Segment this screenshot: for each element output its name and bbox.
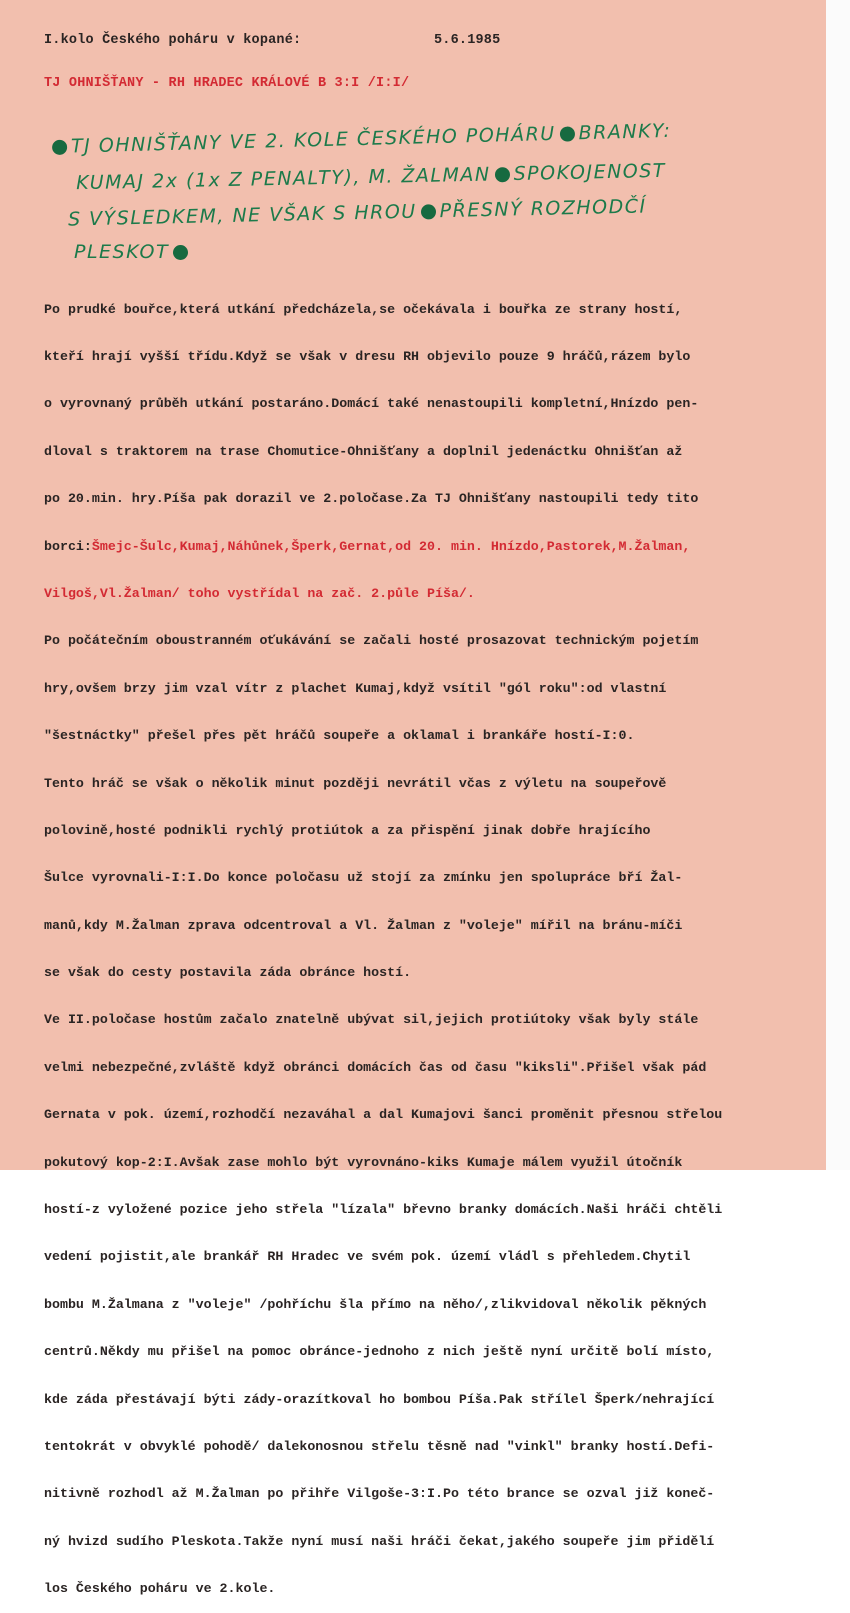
body-line: dloval s traktorem na trase Chomutice-Ohnišťany a doplnil jedenáctku Ohnišťan až: [44, 443, 683, 459]
competition-title: I.kolo Českého poháru v kopané:: [44, 33, 302, 48]
body-line: o vyrovnaný průběh utkání postaráno.Domácí také nenastoupili kompletní,Hnízdo pen-: [44, 396, 699, 412]
handwritten-note-line-4: PLESKOT: [74, 241, 192, 263]
body-line: kde záda přestávají býti zády-orazítkoval ho bombou Píša.Pak střílel Šperk/nehrající: [44, 1391, 715, 1407]
article-body: [44, 270, 814, 1613]
body-line: Gernata v pok. území,rozhodčí nezaváhal a dal Kumajovi šanci proměnit přesnou střelou: [44, 1107, 723, 1123]
match-result: TJ OHNIŠŤANY - RH HRADEC KRÁLOVÉ B 3:I /I:I/: [44, 76, 410, 91]
handwritten-note-line-1: TJ OHNIŠŤANY VE 2. KOLE ČESKÉHO POHÁRU BRANKY:: [48, 120, 672, 158]
body-line: Ve II.poločase hostům začalo znatelně ubývat sil,jejich protiútoky však byly stále: [44, 1012, 699, 1028]
body-line: velmi nebezpečné,zvláště když obránci domácích čas od času "kiksli".Přišel však pád: [44, 1059, 707, 1075]
bullet-dot-icon: [559, 126, 574, 141]
bullet-dot-icon: [494, 167, 509, 182]
match-date: 5.6.1985: [434, 33, 501, 48]
body-line: vedení pojistit,ale brankář RH Hradec ve svém pok. území vládl s přehledem.Chytil: [44, 1249, 691, 1265]
body-line: Po prudké bouřce,která utkání předcházela,se očekávala i bouřka ze strany hostí,: [44, 301, 683, 317]
bullet-dot-icon: [173, 245, 188, 260]
lineup-names: Šmejc-Šulc,Kumaj,Náhůnek,Šperk,Gernat,od 20. min. Hnízdo,Pastorek,M.Žalman,: [91, 538, 691, 554]
body-line: Šulce vyrovnali-I:I.Do konce poločasu už stojí za zmínku jen spolupráce bří Žal-: [44, 870, 683, 886]
body-line: pokutový kop-2:I.Avšak zase mohlo být vyrovnáno-kiks Kumaje málem využil útočník: [44, 1154, 683, 1170]
body-line: Po počátečním oboustranném oťukávání se začali hosté prosazovat technickým pojetím: [44, 633, 699, 649]
body-line: kteří hrají vyšší třídu.Když se však v dresu RH objevilo pouze 9 hráčů,rázem bylo: [44, 348, 691, 364]
handwritten-note-line-3: S VÝSLEDKEM, NE VŠAK S HROU PŘESNÝ ROZHODČÍ: [67, 195, 647, 231]
bullet-dot-icon: [52, 140, 67, 155]
body-line: hry,ovšem brzy jim vzal vítr z plachet Kumaj,když vsítil "gól roku":od vlastní: [44, 680, 667, 696]
body-line: nitivně rozhodl až M.Žalman po přihře Vilgoše-3:I.Po této brance se ozval již koneč-: [44, 1486, 715, 1502]
body-line-lineup: borci:Šmejc-Šulc,Kumaj,Náhůnek,Šperk,Gernat,od 20. min. Hnízdo,Pastorek,M.Žalman,: [44, 538, 691, 554]
body-line: manů,kdy M.Žalman zprava odcentroval a Vl. Žalman z "voleje" mířil na bránu-míči: [44, 917, 683, 933]
body-line: polovině,hosté podnikli rychlý protiútok a za přispění jinak dobře hrajícího: [44, 822, 651, 838]
body-line: se však do cesty postavila záda obránce hostí.: [44, 965, 412, 981]
body-line: tentokrát v obvyklé pohodě/ dalekonosnou střelu těsně nad "vinkl" branky hostí.Defi-: [44, 1438, 715, 1454]
page-edge: [826, 0, 850, 1170]
body-line-lineup-cont: Vilgoš,Vl.Žalman/ toho vystřídal na zač. 2.půle Píša/.: [44, 585, 475, 601]
body-line: Tento hráč se však o několik minut později nevrátil včas z výletu na soupeřově: [44, 775, 667, 791]
body-line: "šestnáctky" přešel přes pět hráčů soupeře a oklamal i brankáře hostí-I:0.: [44, 728, 635, 744]
body-line: los Českého poháru ve 2.kole.: [44, 1581, 276, 1597]
body-line: hostí-z vyložené pozice jeho střela "lízala" břevno branky domácích.Naši hráči chtěli: [44, 1202, 723, 1218]
handwritten-note-line-2: KUMAJ 2x (1x Z PENALTY), M. ŽALMAN SPOKOJENOST: [75, 159, 667, 195]
body-line: ný hvizd sudího Pleskota.Takže nyní musí naši hráči čekat,jakého soupeře jim přidělí: [44, 1533, 715, 1549]
bullet-dot-icon: [421, 204, 436, 219]
body-line: centrů.Někdy mu přišel na pomoc obránce-jednoho z nich ještě nyní určitě bolí místo,: [44, 1344, 715, 1360]
body-line: bombu M.Žalmana z "voleje" /pohříchu šla přímo na něho/,zlikvidoval několik pěkných: [44, 1296, 707, 1312]
body-line: po 20.min. hry.Píša pak dorazil ve 2.poločase.Za TJ Ohnišťany nastoupili tedy tito: [44, 491, 699, 507]
